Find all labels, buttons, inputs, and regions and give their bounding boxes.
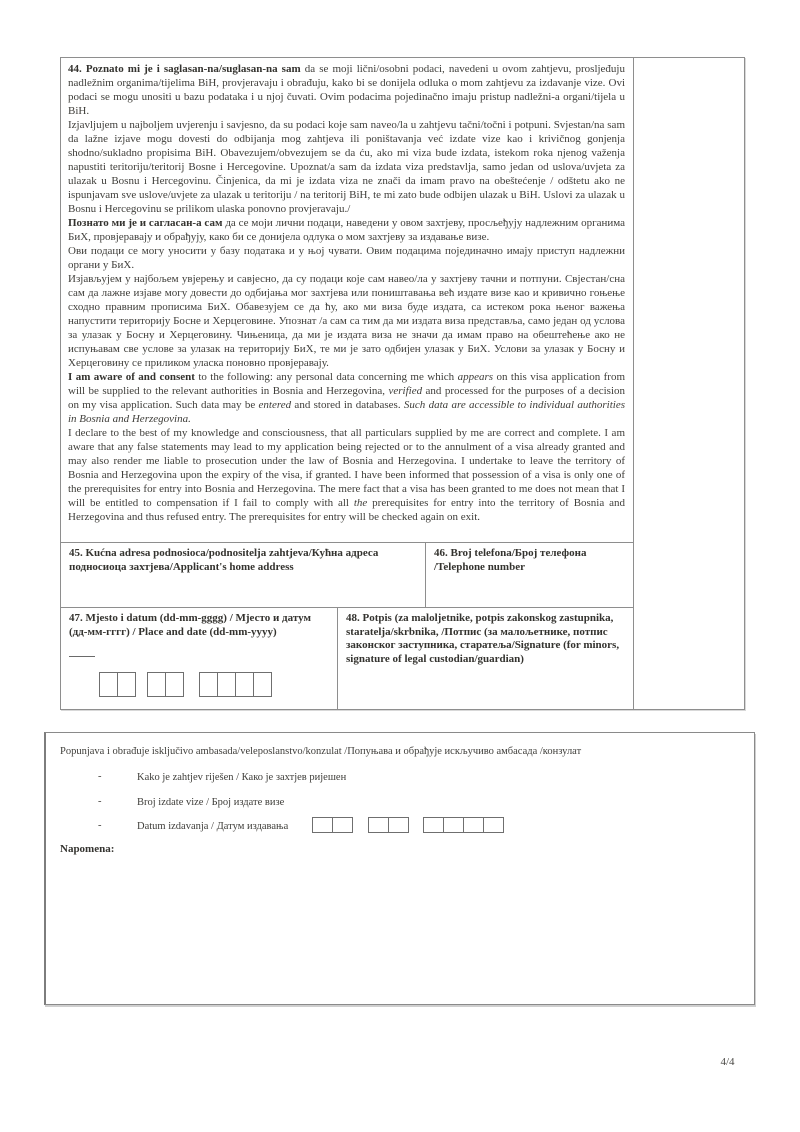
field-45-label: 45. Kućna adresa podnosioca/podnositelja zahtjeva/Кућна адреса подносиоца захтјева/Applicant's home address: [69, 547, 379, 573]
field-45-home-address[interactable]: [61, 543, 426, 608]
date-box-cell[interactable]: [483, 817, 504, 833]
field-46-label: 46. Broj telefona/Број телефона /Telephone number: [434, 547, 587, 573]
consular-item-visa-number: Broj izdate vize / Број издате визе: [137, 797, 285, 808]
text-segment: да се моји лични подаци, наведени у овом захтјеву, просљеђују надлежним органима БиХ, провјеравају и обрађују, како би се донијела одлука о мом захтјеву за издавање визе.: [68, 217, 626, 243]
napomena-label: Napomena:: [60, 843, 115, 855]
issue-date-month-boxes: [368, 817, 409, 833]
date-box-cell[interactable]: [217, 672, 236, 697]
declaration-paragraph-serbian-1: [68, 216, 625, 244]
date-box-cell[interactable]: [117, 672, 136, 697]
field-47-place-and-date[interactable]: [61, 608, 338, 709]
date-box-cell[interactable]: [423, 817, 444, 833]
date-box-cell[interactable]: [388, 817, 409, 833]
date-month-boxes: [147, 672, 184, 697]
date-box-cell[interactable]: [147, 672, 166, 697]
declaration-paragraph-serbian-2: Ови подаци се могу уносити у базу података и у њој чувати. Овим подацима појединачно имају приступ надлежни органи у БиХ.: [68, 245, 625, 271]
text-segment: 44. Poznato mi je i saglasan-na/suglasan-na sam: [68, 63, 305, 75]
section-44-declaration: [61, 58, 634, 543]
issue-date-day-boxes: [312, 817, 353, 833]
field-47-label: 47. Mjesto i datum (dd-mm-gggg) / Мјесто и датум (дд-мм-гггг) / Place and date (dd-mm-yyyy): [69, 612, 311, 638]
text-segment: Познато ми је и сагласан-а сам: [68, 217, 226, 229]
date-box-cell[interactable]: [368, 817, 389, 833]
text-segment: Such data are accessible to individual authorities in Bosnia and Herzegovina.: [68, 399, 626, 425]
bullet-dash: -: [98, 771, 102, 782]
place-placeholder-line: [69, 656, 95, 657]
text-segment: I declare to the best of my knowledge and consciousness, that all particulars supplied by me are correct and complete. I am aware that any false statements may lead to my application being rejected or to the annulment of a visa already granted and may also render me liable to prosecution under the law of Bosnia and Herzegovina. I undertake to leave the territory of Bosnia and Herzegovina upon the expiry of the visa, if granted. I have been informed that possession of a visa is only one of the prerequisites for entry into Bosnia and Herzegovina. The mere fact that a visa has been granted to me does not mean that I will be entitled to compensation if I fail to comply with all: [68, 427, 625, 509]
field-48-signature[interactable]: [338, 608, 634, 709]
date-box-cell[interactable]: [235, 672, 254, 697]
date-box-cell[interactable]: [312, 817, 333, 833]
declaration-paragraph-bosnian-2: Izjavljujem u najboljem uvjerenju i savjesno, da su podaci koje sam naveo/la u zahtjevu tačni/točni i potpuni. Svjestan/na sam da lažne izjave mogu dovesti do odbijanja mog zahtjeva ili poništavanja već izdate vize kao i krivičnog gonjenja shodno/sukladno propisima BiH. Obavezujem/obvezujem se da ću, ako mi viza bude izdata, istekom roka njenog važenja napustiti teritoriju/teritorij Bosne i Hercegovine. Upoznat/a sam da izdata viza predstavlja, samo jedan od uslova/uvjeta za ulazak u Bosnu i Hercegovinu. Činjenica, da mi je izdata viza ne znači da imam pravo na obeštećenje / odštetu ako ne ispunjavam sve uslove/uvjete za ulazak u teritoriju / na teritorij BiH, te mi zato bude odbijen ulazak u BiH. Uslovi za ulazak u Bosnu i Hercegovinu se prilikom ulaska ponovno provjeravaju./: [68, 119, 625, 215]
consular-item-decision: Kako je zahtjev riješen / Како је захтјев ријешен: [137, 772, 347, 783]
text-segment: da se moji lični/osobni podaci, navedeni u ovom zahtjevu, prosljeđuju nadležnim organima/tijelima BiH, provjeravaju i obrađuju, kako bi se donijela odluka o mom zahtjevu za izdavanje vize. Ovi podaci se mogu unositi u bazu podataka i u njoj čuvati. Ovim podacima pojedinačno imaju pristup nadležni-a organi/tijela u BiH.: [68, 63, 625, 117]
declaration-paragraph-serbian-3: Изјављујем у најбољем увјерењу и савјесно, да су подаци које сам навео/ла у захтјеву тачни и потпуни. Свјестан/сна сам да лажне изјаве могу довести до одбијања мог захтјева или поништавања већ издате визе као и кривично гоњење сходно правним прописима БиХ. Обавезујем се да ћу, ако ми виза буде издата, са истеком рока њеног важења напустити територију Босне и Херцеговине. Упознат /а сам са тим да ми издата виза представља, само један од услова за улазак у Босну и Херцеговину. Чињеница, да ми је издата виза не значи да имам право на обештећење ако не испуњавам све услове за улазак на територију БиХ, те ми је зато одбијен улазак у БиХ. Услови за улазак у Босну и Херцеговину се приликом уласка поновно провјеравају.: [68, 273, 625, 369]
consular-section: [44, 732, 755, 1005]
text-segment: entered: [258, 399, 292, 411]
text-segment: and processed for the purposes of a decision on my visa application. Such data may be: [68, 385, 625, 411]
date-box-cell[interactable]: [99, 672, 118, 697]
text-segment: on this visa application from will be supplied to the relevant authorities in Bosnia and Herzegovina,: [68, 371, 626, 397]
date-box-cell[interactable]: [199, 672, 218, 697]
field-46-telephone[interactable]: [426, 543, 634, 608]
text-segment: I am aware of and consent: [68, 371, 195, 383]
bullet-dash: -: [98, 796, 102, 807]
text-segment: to the following: any personal data concerning me which: [194, 371, 458, 383]
text-segment: appears: [457, 371, 494, 383]
text-segment: verified: [388, 385, 423, 397]
date-box-cell[interactable]: [443, 817, 464, 833]
date-box-cell[interactable]: [463, 817, 484, 833]
consular-section-header: Popunjava i obrađuje isključivo ambasada/veleposlanstvo/konzulat /Попуњава и обрађује искључиво амбасада /конзулат: [60, 746, 582, 757]
main-form-table: [60, 57, 745, 710]
text-segment: prerequisites for entry into the territory of Bosnia and Herzegovina and thus refused entry. The prerequisites for entry will be checked again on exit.: [68, 497, 626, 523]
declaration-paragraph-english-2: [68, 426, 625, 524]
date-year-boxes: [199, 672, 272, 697]
text-segment: the: [353, 497, 368, 509]
date-box-cell[interactable]: [332, 817, 353, 833]
consular-item-issue-date: Datum izdavanja / Датум издавања: [137, 821, 289, 832]
page-number: 4/4: [720, 1056, 735, 1068]
issue-date-year-boxes: [423, 817, 504, 833]
field-48-label: 48. Potpis (za maloljetnike, potpis zakonskog zastupnika, staratelja/skrbnika, /Потпис (за малољетнике, потпис законског заступника, старатеља/Signature (for minors, signature of legal custodian/guardian): [346, 612, 620, 665]
date-box-cell[interactable]: [165, 672, 184, 697]
declaration-paragraph-bosnian-1: [68, 62, 625, 118]
right-margin-column: [634, 58, 744, 709]
date-box-cell[interactable]: [253, 672, 272, 697]
date-day-boxes: [99, 672, 136, 697]
text-segment: and stored in databases.: [291, 399, 404, 411]
bullet-dash: -: [98, 820, 102, 831]
declaration-paragraph-english-1: [68, 370, 625, 426]
